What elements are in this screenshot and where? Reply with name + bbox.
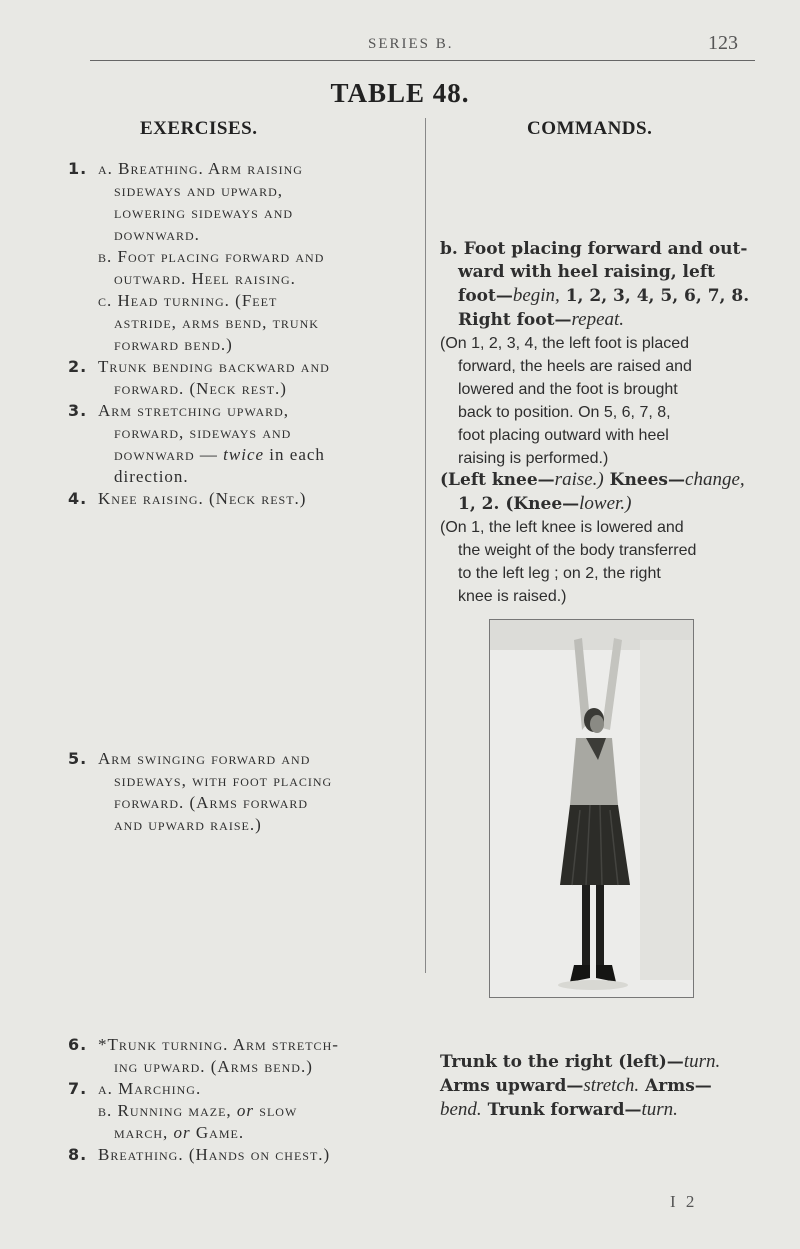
note-line: (On 1, the left knee is lowered and xyxy=(440,519,684,536)
exercise-text: slow xyxy=(254,1101,298,1120)
exercise-line: a. Marching. xyxy=(98,1079,202,1098)
command-italic: raise.) xyxy=(554,469,604,490)
command-3 xyxy=(440,1050,780,1122)
exercise-text: in each xyxy=(264,445,325,464)
signature-mark: I 2 xyxy=(670,1192,698,1211)
series-label: SERIES B. xyxy=(368,36,454,52)
exercise-number: 8. xyxy=(68,1145,88,1164)
command-italic: lower.) xyxy=(579,493,632,514)
exercise-line: sideways, with foot placing xyxy=(114,771,333,790)
exercise-number: 2. xyxy=(68,357,88,376)
exercise-number: 5. xyxy=(68,749,88,768)
command-note xyxy=(440,332,780,470)
exercise-line: forward. (Neck rest.) xyxy=(114,379,287,398)
exercise-line: c. Head turning. (Feet xyxy=(98,291,278,310)
command-line xyxy=(440,308,780,332)
note-line: (On 1, 2, 3, 4, the left foot is placed xyxy=(440,335,690,352)
command-text: 1, 2, 3, 4, 5, 6, 7, 8. xyxy=(559,286,750,306)
command-italic: turn. xyxy=(683,1051,721,1072)
exercise-line: and upward raise.) xyxy=(114,815,262,834)
command-line: b. Foot placing forward and out- xyxy=(440,239,748,259)
exercise-text: march, xyxy=(114,1123,174,1142)
emphasis-text: or xyxy=(236,1101,255,1120)
exercise-line: Trunk bending backward and xyxy=(98,357,330,376)
note-line: back to position. On 5, 6, 7, 8, xyxy=(458,404,671,421)
command-italic: turn. xyxy=(641,1099,678,1120)
command-italic: change, xyxy=(685,469,745,490)
exercise-line: Breathing. (Hands on chest.) xyxy=(98,1145,331,1164)
exercise-number: 4. xyxy=(68,489,88,508)
page-number: 123 xyxy=(708,32,738,54)
exercise-line: sideways and upward, xyxy=(114,181,283,200)
note-line: raising is performed.) xyxy=(458,450,609,467)
command-text: Knees— xyxy=(603,470,686,490)
exercise-line: downward. xyxy=(114,225,200,244)
command-line xyxy=(440,1074,780,1098)
exercise-line: astride, arms bend, trunk xyxy=(114,313,319,332)
exercise-line: outward. Heel raising. xyxy=(114,269,296,288)
exercise-line: *Trunk turning. Arm stretch- xyxy=(98,1035,339,1054)
exercise-line: a. Breathing. Arm raising xyxy=(98,159,303,178)
command-note xyxy=(440,516,780,608)
exercise-line xyxy=(98,1100,412,1122)
emphasis-text: twice xyxy=(223,445,265,464)
exercise-line xyxy=(98,1122,412,1144)
exercise-5 xyxy=(68,748,412,836)
command-text: 1, 2. (Knee— xyxy=(458,494,580,514)
command-italic: bend. xyxy=(440,1099,482,1120)
exercise-line: direction. xyxy=(114,467,189,486)
exercise-7 xyxy=(68,1078,412,1144)
exercise-3 xyxy=(68,400,412,488)
running-header xyxy=(0,32,800,62)
exercise-line: ing upward. (Arms bend.) xyxy=(114,1057,313,1076)
command-text: Right foot— xyxy=(458,310,572,330)
note-line: knee is raised.) xyxy=(458,588,567,605)
exercise-number: 7. xyxy=(68,1079,88,1098)
command-italic: stretch. xyxy=(583,1075,640,1096)
note-line: foot placing outward with heel xyxy=(458,427,669,444)
header-rule xyxy=(90,60,755,61)
exercise-1 xyxy=(68,158,412,356)
command-line xyxy=(440,284,780,308)
girl-figure-illustration xyxy=(490,620,693,997)
command-italic: repeat. xyxy=(571,309,625,330)
exercise-number: 3. xyxy=(68,401,88,420)
command-2 xyxy=(440,468,780,608)
exercise-8 xyxy=(68,1144,412,1166)
exercise-line: Arm swinging forward and xyxy=(98,749,311,768)
commands-heading: COMMANDS. xyxy=(527,118,653,139)
exercise-line: lowering sideways and xyxy=(114,203,294,222)
exercise-number: 1. xyxy=(68,159,88,178)
command-text: Trunk to the right (left)— xyxy=(440,1052,684,1072)
exercise-number: 6. xyxy=(68,1035,88,1054)
command-line xyxy=(440,1098,780,1122)
command-text: Arms upward— xyxy=(440,1076,584,1096)
command-text: Arms— xyxy=(639,1076,712,1096)
emphasis-text: or xyxy=(173,1123,191,1142)
exercise-4 xyxy=(68,488,412,510)
command-italic: begin, xyxy=(512,285,560,306)
note-line: the weight of the body transferred xyxy=(458,542,697,559)
command-line xyxy=(440,1050,780,1074)
note-line: to the left leg ; on 2, the right xyxy=(458,565,661,582)
command-text: foot— xyxy=(458,286,513,306)
exercise-line: Knee raising. (Neck rest.) xyxy=(98,489,307,508)
note-line: forward, the heels are raised and xyxy=(458,358,692,375)
exercises-heading: EXERCISES. xyxy=(140,118,258,139)
exercise-2 xyxy=(68,356,412,400)
exercise-line: forward bend.) xyxy=(114,335,233,354)
exercise-6 xyxy=(68,1034,412,1078)
exercise-line: b. Foot placing forward and xyxy=(98,247,325,266)
command-text: Trunk forward— xyxy=(481,1100,642,1120)
exercise-line: Arm stretching upward, xyxy=(98,401,290,420)
command-text: (Left knee— xyxy=(440,470,555,490)
exercise-line xyxy=(98,444,412,466)
command-line xyxy=(440,468,780,492)
exercise-text: b. Running maze, xyxy=(98,1101,237,1120)
exercise-photograph xyxy=(489,619,694,998)
command-1 xyxy=(440,238,780,470)
exercise-text: downward — xyxy=(114,445,224,464)
exercise-line: forward. (Arms forward xyxy=(114,793,309,812)
table-title: TABLE 48. xyxy=(330,78,470,108)
command-line: ward with heel raising, left xyxy=(458,262,715,282)
command-line xyxy=(440,492,780,516)
note-line: lowered and the foot is brought xyxy=(458,381,678,398)
column-divider xyxy=(425,118,426,973)
exercise-text: Game. xyxy=(190,1123,245,1142)
exercise-line: forward, sideways and xyxy=(114,423,292,442)
